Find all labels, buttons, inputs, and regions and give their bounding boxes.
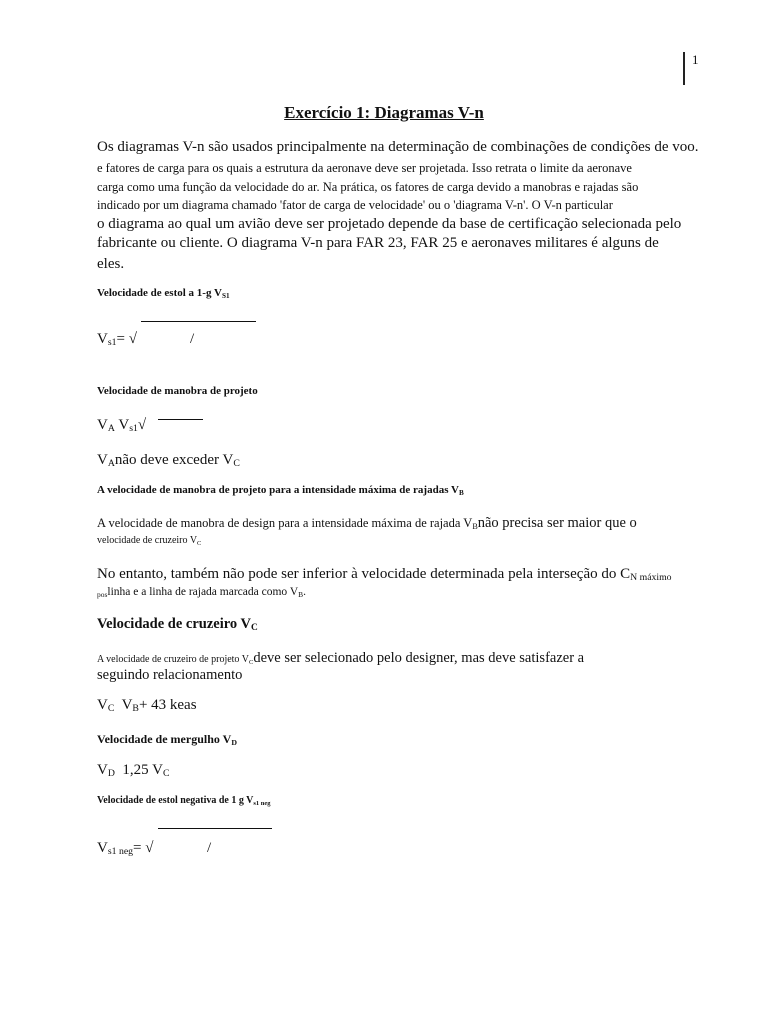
intro-line-2: e fatores de carga para os quais a estrutura da aeronave deve ser projetada. Isso retrata o limite da aeronave [97, 161, 632, 175]
page-number: 1 [692, 52, 699, 67]
intro-line-5: o diagrama ao qual um avião deve ser projetado depende da base de certificação selecionada pelo [97, 216, 682, 232]
sqrt-bar [158, 419, 203, 420]
gust-text-3: No entanto, também não pode ser inferior à velocidade determinada pela interseção do $C_{N máximo}$ [97, 566, 672, 583]
equation-vd: $V_D$ 1,25 $V_C$ [97, 762, 170, 779]
intro-line-7: eles. [97, 256, 125, 272]
gust-text-4: $_{pos}$linha e a linha de rajada marcada como $V_B$. [97, 586, 306, 599]
division-slash-neg: / [207, 840, 212, 856]
cruise-text-1: A velocidade de cruzeiro de projeto $V_Cdeve$ ser selecionado pelo designer, mas deve satisfazer a [97, 650, 585, 666]
equation-vs1neg: $V_{s1 neg}=$ √ [97, 840, 154, 857]
gust-text-2: velocidade de cruzeiro $V_C$ [97, 535, 202, 547]
page-title [0, 103, 768, 123]
section-heading-maneuver: Velocidade de manobra de projeto [97, 385, 258, 397]
title-text: Exercício 1: Diagramas V-n [284, 103, 484, 122]
gust-text-1: A velocidade de manobra de design para a intensidade máxima de rajada $V_Bnão$ precisa ser maior que o [97, 515, 637, 531]
constraint-va: $V_Anão$ deve exceder $V_C$ [97, 452, 240, 469]
equation-vc: $V_C$ $V_B+ 43$ keas [97, 697, 197, 714]
page-margin-bar [683, 52, 685, 85]
section-heading-dive: Velocidade de mergulho $V_D$ [97, 732, 237, 747]
intro-line-3: carga como uma função da velocidade do ar. Na prática, os fatores de carga devido a manobras e rajadas são [97, 180, 639, 194]
section-heading-gust: A velocidade de manobra de projeto para a intensidade máxima de rajadas $V_B$ [97, 484, 464, 497]
cruise-text-2: seguindo relacionamento [97, 667, 243, 683]
intro-line-6: fabricante ou cliente. O diagrama V-n para FAR 23, FAR 25 e aeronaves militares é alguns de [97, 235, 659, 251]
equation-va: $V_A$ $V_{s1}√$ [97, 417, 147, 434]
section-heading-neg-stall: Velocidade de estol negativa de 1 g $V_{s1 neg}$ [97, 795, 271, 807]
fraction-bar [141, 321, 256, 322]
division-slash: / [190, 331, 195, 347]
intro-line-1: Os diagramas V-n são usados principalmente na determinação de combinações de condições de voo. [97, 139, 699, 155]
intro-line-4: indicado por um diagrama chamado 'fator de carga de velocidade' ou o 'diagrama V-n'. O V-n particular [97, 198, 613, 212]
section-heading-stall-1g: Velocidade de estol a 1-g $V_{S1}$ [97, 287, 230, 300]
section-heading-cruise: Velocidade de cruzeiro $V_C$ [97, 616, 258, 633]
equation-vs1: $V_{s1}=$ √ [97, 331, 137, 348]
fraction-bar-neg [158, 828, 272, 829]
